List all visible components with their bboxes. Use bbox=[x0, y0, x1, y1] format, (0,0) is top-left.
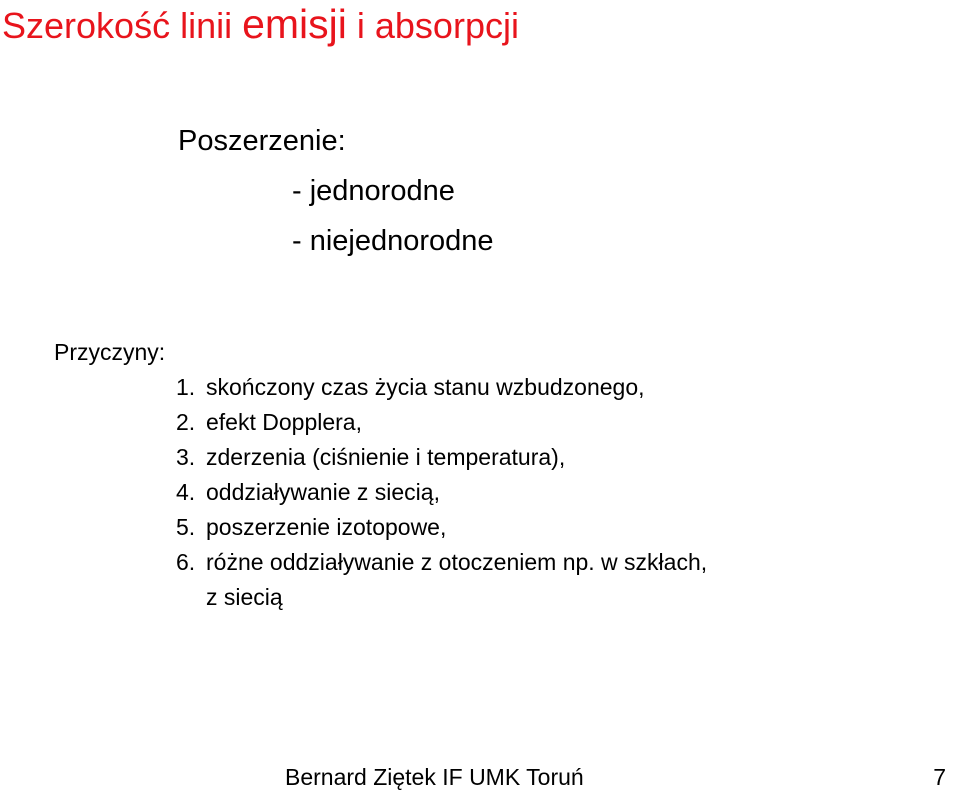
slide-title-part2: emisji bbox=[242, 1, 347, 47]
broadening-section bbox=[178, 116, 494, 266]
causes-item-number: 4. bbox=[176, 479, 196, 505]
causes-section bbox=[54, 335, 707, 615]
causes-item-number: 1. bbox=[176, 374, 196, 400]
causes-item-number: 5. bbox=[176, 514, 196, 540]
slide-title-part1: Szerokość linii bbox=[2, 5, 243, 46]
causes-list-item bbox=[54, 510, 707, 545]
causes-list-item bbox=[54, 370, 707, 405]
causes-list-item bbox=[54, 405, 707, 440]
footer-author: Bernard Ziętek IF UMK Toruń bbox=[285, 764, 584, 790]
slide-title-part3: i absorpcji bbox=[346, 5, 519, 46]
causes-item-number: 3. bbox=[176, 444, 196, 470]
causes-item-continuation: z siecią bbox=[206, 584, 283, 610]
causes-item-text: efekt Dopplera, bbox=[206, 409, 362, 435]
causes-list bbox=[54, 370, 707, 615]
causes-item-text: poszerzenie izotopowe, bbox=[206, 514, 447, 540]
causes-list-item bbox=[54, 475, 707, 510]
causes-list-item bbox=[54, 440, 707, 475]
causes-item-text: skończony czas życia stanu wzbudzonego, bbox=[206, 374, 645, 400]
broadening-heading: Poszerzenie: bbox=[178, 125, 346, 157]
causes-item-number: 6. bbox=[176, 549, 196, 575]
page-number: 7 bbox=[933, 764, 946, 790]
slide-title bbox=[2, 0, 519, 50]
causes-item-text: różne oddziaływanie z otoczeniem np. w szkłach, bbox=[206, 549, 708, 575]
causes-heading: Przyczyny: bbox=[54, 339, 166, 365]
causes-list-item bbox=[54, 545, 707, 615]
broadening-item-homogeneous: - jednorodne bbox=[292, 175, 455, 207]
broadening-item-inhomogeneous: - niejednorodne bbox=[292, 225, 494, 257]
causes-item-text: oddziaływanie z siecią, bbox=[206, 479, 440, 505]
causes-item-text: zderzenia (ciśnienie i temperatura), bbox=[206, 444, 566, 470]
causes-item-number: 2. bbox=[176, 409, 196, 435]
